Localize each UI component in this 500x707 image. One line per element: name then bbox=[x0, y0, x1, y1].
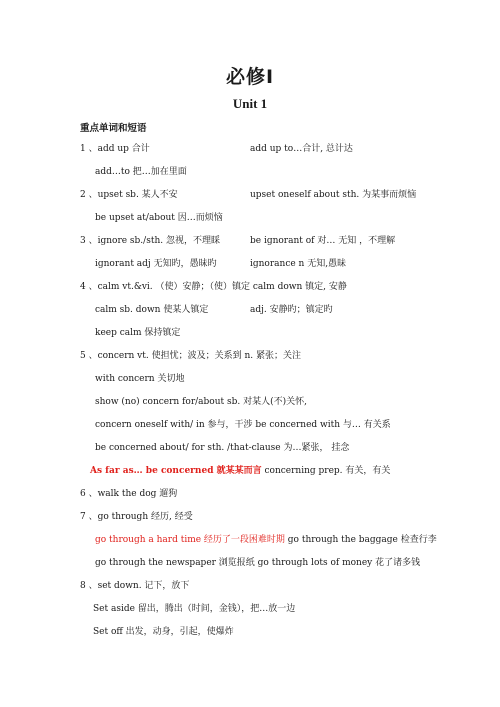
entry-line-right: upset oneself about sth. 为某事而烦恼 bbox=[250, 190, 417, 200]
entry-line-right: be ignorant of 对… 无知 ，不理解 bbox=[250, 236, 396, 246]
entry-line-right: adj. 安静旳；镇定旳 bbox=[250, 305, 333, 315]
entry-line bbox=[95, 534, 437, 546]
entry-line: 4 、calm vt.&vi. （使）安静；（使）镇定 calm down 镇定, 安静 bbox=[80, 282, 347, 292]
entry-line: keep calm 保持镇定 bbox=[95, 328, 181, 338]
entry-line: calm sb. down 使某人镇定 bbox=[95, 305, 209, 315]
entry-text: go through the baggage 检查行李 bbox=[284, 535, 437, 545]
unit-heading: Unit 1 bbox=[232, 96, 268, 111]
entry-text: concerning prep. 有关，有关 bbox=[261, 466, 391, 476]
entry-line: 2 、upset sb. 某人不安 bbox=[80, 190, 178, 200]
entry-line: ignorant adj 无知旳，愚昧旳 bbox=[95, 259, 217, 269]
highlight-phrase: go through a hard time 经历了一段困难时期 bbox=[95, 535, 285, 545]
entry-line: 8 、set down. 记下，放下 bbox=[80, 581, 190, 591]
entry-line: be concerned about/ for sth. /that-clause 为…紧张， 挂念 bbox=[95, 443, 350, 453]
entry-line: with concern 关切地 bbox=[95, 374, 185, 384]
entry-line: be upset at/about 因…而烦恼 bbox=[95, 213, 223, 223]
entry-line: 6 、walk the dog 遛狗 bbox=[80, 489, 178, 499]
entry-line: concern oneself with/ in 参与，干涉 be concerned with 与… 有关系 bbox=[95, 420, 391, 430]
entry-line-right: ignorance n 无知,愚昧 bbox=[250, 259, 347, 269]
entry-line: Set aside 留出，腾出（时间，金钱），把…放一边 bbox=[93, 604, 296, 614]
entry-line: 1 、add up 合计 bbox=[80, 144, 150, 154]
entry-line: 3 、ignore sb./sth. 忽视，不理睬 bbox=[80, 236, 220, 246]
entry-line: 5 、concern vt. 使担忧；波及；关系到 n. 紧张；关注 bbox=[80, 351, 301, 361]
entry-line: add…to 把…加在里面 bbox=[95, 167, 187, 177]
section-heading: 重点单词和短语 bbox=[80, 123, 147, 134]
page-title: 必修Ⅰ bbox=[225, 66, 275, 88]
entry-line: go through the newspaper 浏览报纸 go through lots of money 花了诸多钱 bbox=[95, 558, 421, 568]
entry-line: Set off 出发，动身，引起，使爆炸 bbox=[93, 627, 234, 637]
entry-line: 7 、go through 经历, 经受 bbox=[80, 512, 193, 522]
entry-line: show (no) concern for/about sb. 对某人(不)关怀, bbox=[95, 397, 307, 407]
entry-line-right: add up to…合计, 总计达 bbox=[250, 144, 353, 154]
highlight-phrase: As far as… be concerned 就某某而言 bbox=[90, 466, 262, 476]
entry-line bbox=[90, 465, 390, 477]
